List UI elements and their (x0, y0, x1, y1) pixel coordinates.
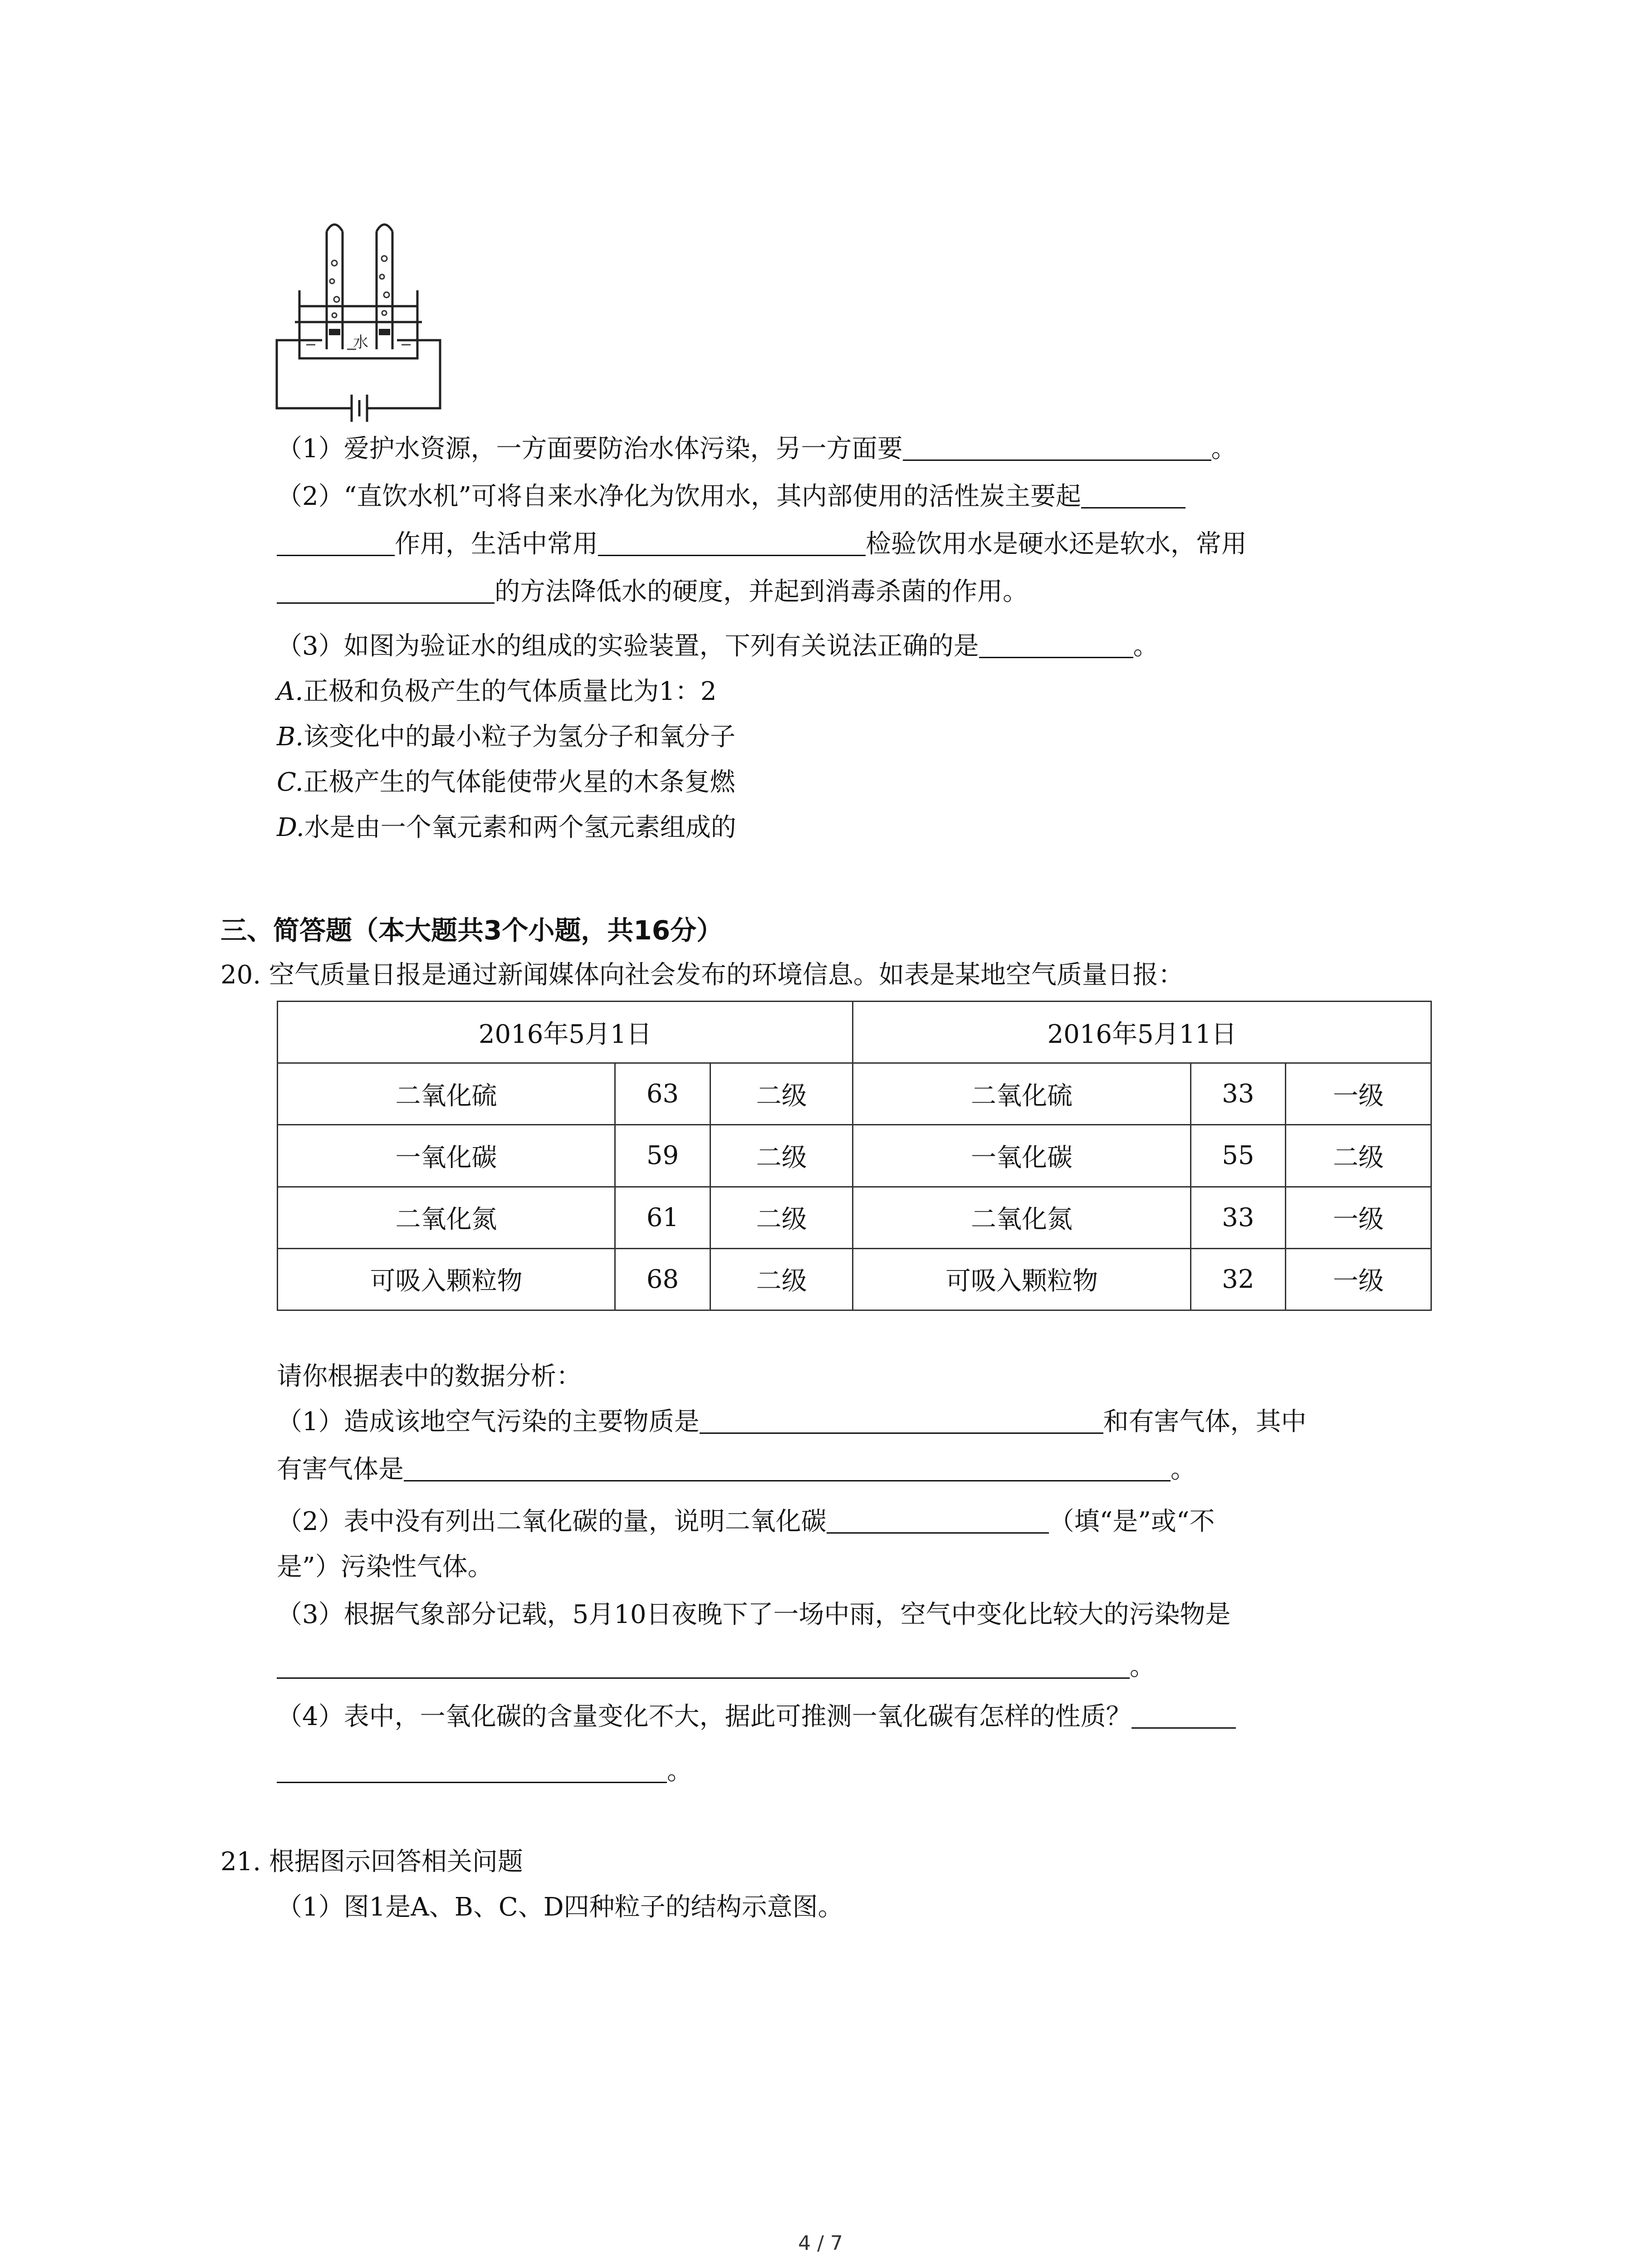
q20-analysis-intro: 请你根据表中的数据分析： (277, 1362, 582, 1391)
answer-blank[interactable] (277, 1754, 667, 1783)
q20-intro: 20. 空气质量日报是通过新闻媒体向社会发布的环境信息。如表是某地空气质量日报： (220, 960, 1184, 990)
q20-sub3-line1: （3）根据气象部分记载，5月10日夜晚下了一场中雨，空气中变化比较大的污染物是 (277, 1600, 1231, 1629)
answer-blank[interactable] (404, 1452, 1171, 1481)
q20-sub3-line2: 。 (277, 1647, 1155, 1687)
q20-sub2-line1: （2）表中没有列出二氧化碳的量，说明二氧化碳 （填“是”或“不 (277, 1501, 1215, 1542)
answer-blank[interactable] (700, 1404, 1103, 1434)
answer-blank[interactable] (903, 431, 1211, 461)
q20-sub2-line2: 是”）污染性气体。 (277, 1552, 493, 1582)
q19-part2-line3: 的方法降低水的硬度，并起到消毒杀菌的作用。 (277, 572, 1028, 612)
option-b[interactable]: B.该变化中的最小粒子为氢分子和氧分子 (277, 722, 735, 752)
answer-blank[interactable] (277, 574, 495, 604)
answer-blank[interactable] (827, 1504, 1049, 1534)
answer-blank[interactable] (979, 629, 1133, 658)
table-header-row (278, 1002, 1431, 1063)
answer-blank[interactable] (1132, 1699, 1236, 1729)
section-heading: 三、简答题（本大题共3个小题，共16分） (220, 915, 723, 946)
q20-sub1-line2: 有害气体是 。 (277, 1449, 1196, 1490)
page-number: 4 / 7 (798, 2232, 843, 2255)
answer-blank[interactable] (1081, 479, 1185, 508)
table-row: 一氧化碳 59 二级 一氧化碳 55 二级 (278, 1125, 1431, 1187)
answer-blank[interactable] (598, 527, 866, 556)
q19-part3: （3）如图为验证水的组成的实验装置，下列有关说法正确的是 。 (277, 626, 1159, 667)
q19-part1: （1）爱护水资源，一方面要防治水体污染，另一方面要 。 (277, 429, 1237, 469)
option-d[interactable]: D.水是由一个氧元素和两个氢元素组成的 (277, 813, 736, 842)
q19-part2-line1: （2）“直饮水机”可将自来水净化为饮用水，其内部使用的活性炭主要起 (277, 476, 1185, 517)
water-label: 水 (353, 333, 368, 352)
option-c[interactable]: C.正极产生的气体能使带火星的木条复燃 (277, 767, 735, 797)
q20-sub4-line1: （4）表中，一氧化碳的含量变化不大，据此可推测一氧化碳有怎样的性质？ (277, 1696, 1236, 1737)
table-date-header: 2016年5月1日 (278, 1002, 853, 1063)
electrolysis-apparatus-diagram (272, 213, 445, 422)
table-row: 二氧化氮 61 二级 二氧化氮 33 一级 (278, 1187, 1431, 1248)
q19-part2-line2: 作用，生活中常用 检验饮用水是硬水还是软水，常用 (277, 524, 1247, 565)
q20-sub1-line1: （1）造成该地空气污染的主要物质是 和有害气体，其中 (277, 1402, 1307, 1442)
air-quality-table (277, 1001, 1432, 1311)
q21-title: 21. 根据图示回答相关问题 (220, 1847, 523, 1877)
answer-blank[interactable] (277, 1649, 1130, 1679)
table-row: 可吸入颗粒物 68 二级 可吸入颗粒物 32 一级 (278, 1248, 1431, 1310)
q21-sub1: （1）图1是A、B、C、D四种粒子的结构示意图。 (277, 1892, 843, 1922)
table-date-header: 2016年5月11日 (853, 1002, 1431, 1063)
option-a[interactable]: A.正极和负极产生的气体质量比为1：2 (277, 677, 717, 706)
q20-sub4-line2: 。 (277, 1751, 692, 1792)
table-row: 二氧化硫 63 二级 二氧化硫 33 一级 (278, 1063, 1431, 1125)
answer-blank[interactable] (277, 527, 395, 556)
